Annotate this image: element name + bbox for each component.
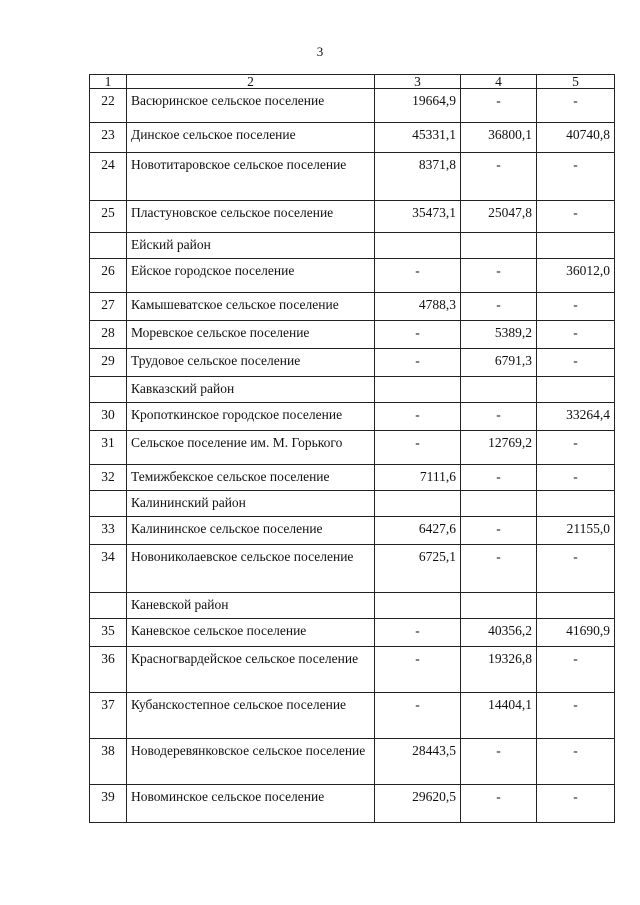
settlement-name-cell: Ейское городское поселение [127,259,375,293]
value-cell: 21155,0 [537,517,615,545]
table-row [90,89,615,123]
value-cell: - [537,693,615,739]
value-cell: - [537,647,615,693]
settlement-name-cell: Трудовое сельское поселение [127,349,375,377]
row-number-cell: 28 [90,321,127,349]
value-cell: - [537,293,615,321]
row-number-cell: 35 [90,619,127,647]
table-row [90,647,615,693]
value-cell [537,593,615,619]
value-cell: 12769,2 [461,431,537,465]
value-cell [375,491,461,517]
row-number-cell: 36 [90,647,127,693]
value-cell: - [461,739,537,785]
value-cell: - [375,431,461,465]
row-number-cell [90,593,127,619]
value-cell: 19326,8 [461,647,537,693]
region-name-cell: Ейский район [127,233,375,259]
table-row [90,739,615,785]
page-number: 3 [316,44,324,59]
row-number-cell [90,233,127,259]
value-cell: - [461,545,537,593]
value-cell: - [537,785,615,823]
settlement-name-cell: Новотитаровское сельское поселение [127,153,375,201]
row-number-cell: 39 [90,785,127,823]
value-cell: 8371,8 [375,153,461,201]
value-cell: 19664,9 [375,89,461,123]
value-cell: - [537,153,615,201]
value-cell [461,593,537,619]
value-cell: 4788,3 [375,293,461,321]
table-row [90,517,615,545]
table-row [90,403,615,431]
value-cell: - [375,647,461,693]
row-number-cell: 32 [90,465,127,491]
table-row [90,349,615,377]
region-row [90,377,615,403]
settlement-name-cell: Камышеватское сельское поселение [127,293,375,321]
value-cell [375,593,461,619]
value-cell [461,233,537,259]
settlement-name-cell: Моревское сельское поселение [127,321,375,349]
value-cell: - [375,619,461,647]
row-number-cell: 30 [90,403,127,431]
table-row [90,321,615,349]
settlement-name-cell: Каневское сельское поселение [127,619,375,647]
table-row [90,123,615,153]
value-cell: 6427,6 [375,517,461,545]
header-cell: 5 [537,75,615,89]
value-cell: 28443,5 [375,739,461,785]
value-cell: - [461,89,537,123]
table-header-row [90,75,615,89]
header-cell: 1 [90,75,127,89]
value-cell: - [461,259,537,293]
value-cell: - [461,465,537,491]
value-cell [537,233,615,259]
settlement-name-cell: Динское сельское поселение [127,123,375,153]
row-number-cell [90,491,127,517]
value-cell: 36012,0 [537,259,615,293]
value-cell: - [461,785,537,823]
row-number-cell: 37 [90,693,127,739]
value-cell: - [461,403,537,431]
row-number-cell: 38 [90,739,127,785]
row-number-cell: 33 [90,517,127,545]
row-number-cell: 29 [90,349,127,377]
value-cell: - [537,465,615,491]
value-cell [537,491,615,517]
settlement-name-cell: Пластуновское сельское поселение [127,201,375,233]
table-row [90,545,615,593]
value-cell: - [375,259,461,293]
row-number-cell: 26 [90,259,127,293]
header-cell: 2 [127,75,375,89]
settlement-name-cell: Кропоткинское городское поселение [127,403,375,431]
value-cell: 29620,5 [375,785,461,823]
region-name-cell: Кавказский район [127,377,375,403]
settlement-name-cell: Новодеревянковское сельское поселение [127,739,375,785]
value-cell: - [537,201,615,233]
table-row [90,785,615,823]
value-cell: - [537,349,615,377]
table-row [90,619,615,647]
table-row [90,259,615,293]
settlement-name-cell: Новониколаевское сельское поселение [127,545,375,593]
value-cell: 41690,9 [537,619,615,647]
table-row [90,201,615,233]
settlement-name-cell: Кубанскостепное сельское поселение [127,693,375,739]
value-cell [375,233,461,259]
value-cell: - [375,403,461,431]
value-cell: 40740,8 [537,123,615,153]
region-name-cell: Каневской район [127,593,375,619]
region-row [90,491,615,517]
header-cell: 4 [461,75,537,89]
value-cell: 7111,6 [375,465,461,491]
table-row [90,153,615,201]
value-cell: 40356,2 [461,619,537,647]
value-cell [461,491,537,517]
region-row [90,593,615,619]
row-number-cell: 22 [90,89,127,123]
row-number-cell: 27 [90,293,127,321]
row-number-cell: 24 [90,153,127,201]
region-name-cell: Калининский район [127,491,375,517]
settlement-name-cell: Красногвардейское сельское поселение [127,647,375,693]
value-cell: - [461,153,537,201]
header-cell: 3 [375,75,461,89]
value-cell: - [375,693,461,739]
row-number-cell [90,377,127,403]
settlement-name-cell: Калининское сельское поселение [127,517,375,545]
settlement-name-cell: Темижбекское сельское поселение [127,465,375,491]
value-cell [375,377,461,403]
value-cell: - [461,517,537,545]
value-cell: - [537,89,615,123]
value-cell: 14404,1 [461,693,537,739]
value-cell: 36800,1 [461,123,537,153]
value-cell: 35473,1 [375,201,461,233]
value-cell: - [375,349,461,377]
table-row [90,465,615,491]
row-number-cell: 34 [90,545,127,593]
row-number-cell: 25 [90,201,127,233]
value-cell: 5389,2 [461,321,537,349]
value-cell: - [461,293,537,321]
value-cell: 6725,1 [375,545,461,593]
table-row [90,693,615,739]
value-cell [461,377,537,403]
row-number-cell: 31 [90,431,127,465]
value-cell: 25047,8 [461,201,537,233]
table-row [90,431,615,465]
value-cell: - [537,321,615,349]
value-cell: 45331,1 [375,123,461,153]
settlement-funding-table [89,74,615,823]
value-cell: - [537,545,615,593]
region-row [90,233,615,259]
value-cell: 6791,3 [461,349,537,377]
value-cell [537,377,615,403]
row-number-cell: 23 [90,123,127,153]
settlement-name-cell: Новоминское сельское поселение [127,785,375,823]
value-cell: - [537,431,615,465]
value-cell: - [375,321,461,349]
settlement-name-cell: Сельское поселение им. М. Горького [127,431,375,465]
value-cell: 33264,4 [537,403,615,431]
settlement-name-cell: Васюринское сельское поселение [127,89,375,123]
table-row [90,293,615,321]
value-cell: - [537,739,615,785]
